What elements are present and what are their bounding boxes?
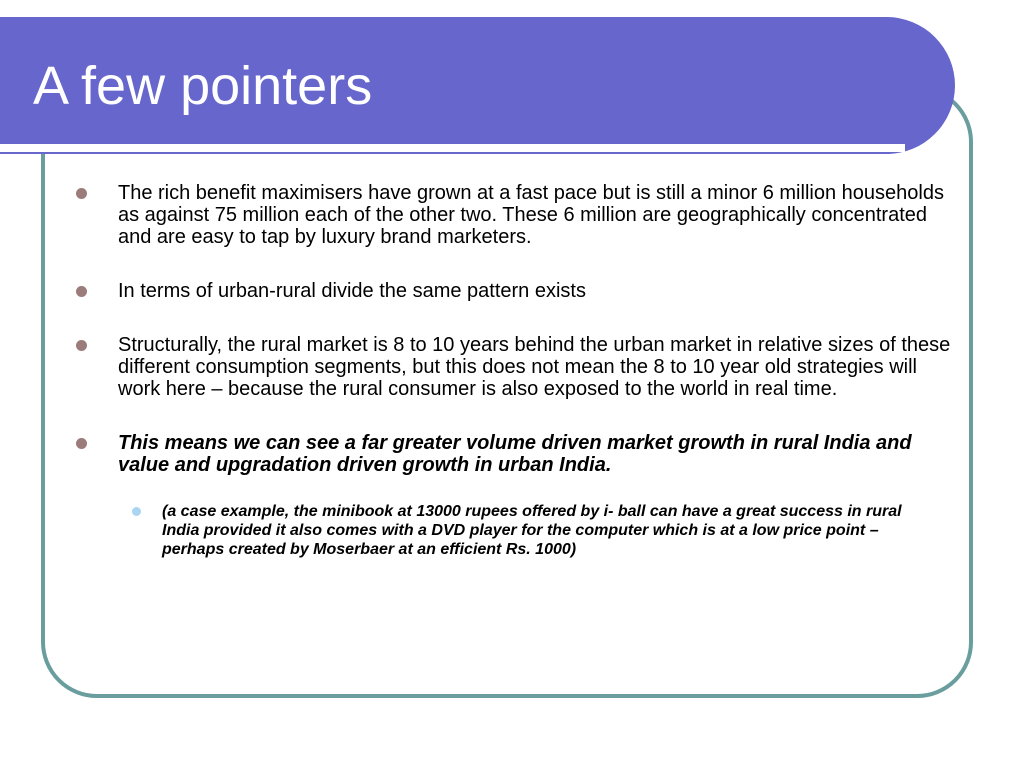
bullet-dot-icon xyxy=(76,286,87,297)
sub-bullet-dot-icon xyxy=(132,507,141,516)
bullet-text: In terms of urban-rural divide the same pattern exists xyxy=(118,280,586,302)
title-banner xyxy=(0,17,955,154)
bullet-item xyxy=(72,334,952,400)
sub-bullet-item xyxy=(162,502,942,559)
sub-bullet-text: (a case example, the minibook at 13000 rupees offered by i- ball can have a great success in rural India provided it also comes with a DVD player for the computer which is at a low price point – perhaps created by Moserbaer at an efficient Rs. 1000) xyxy=(162,503,902,558)
bullet-item-emphasized xyxy=(72,432,952,476)
title-underline xyxy=(0,144,905,152)
bullet-list xyxy=(72,182,952,559)
bullet-item xyxy=(72,182,952,248)
bullet-dot-icon xyxy=(76,340,87,351)
bullet-dot-icon xyxy=(76,438,87,449)
bullet-text: Structurally, the rural market is 8 to 10 years behind the urban market in relative sizes of these different consumption segments, but this does not mean the 8 to 10 year old strategies will work here – because the rural consumer is also exposed to the world in real time. xyxy=(118,334,951,400)
bullet-dot-icon xyxy=(76,188,87,199)
bullet-text: This means we can see a far greater volume driven market growth in rural India and value and upgradation driven growth in urban India. xyxy=(118,432,912,476)
bullet-text: The rich benefit maximisers have grown at a fast pace but is still a minor 6 million households as against 75 million each of the other two. These 6 million are geographically concentrated and are easy to tap by luxury brand marketers. xyxy=(118,182,944,248)
bullet-item xyxy=(72,280,952,302)
slide-title: A few pointers xyxy=(33,56,373,116)
